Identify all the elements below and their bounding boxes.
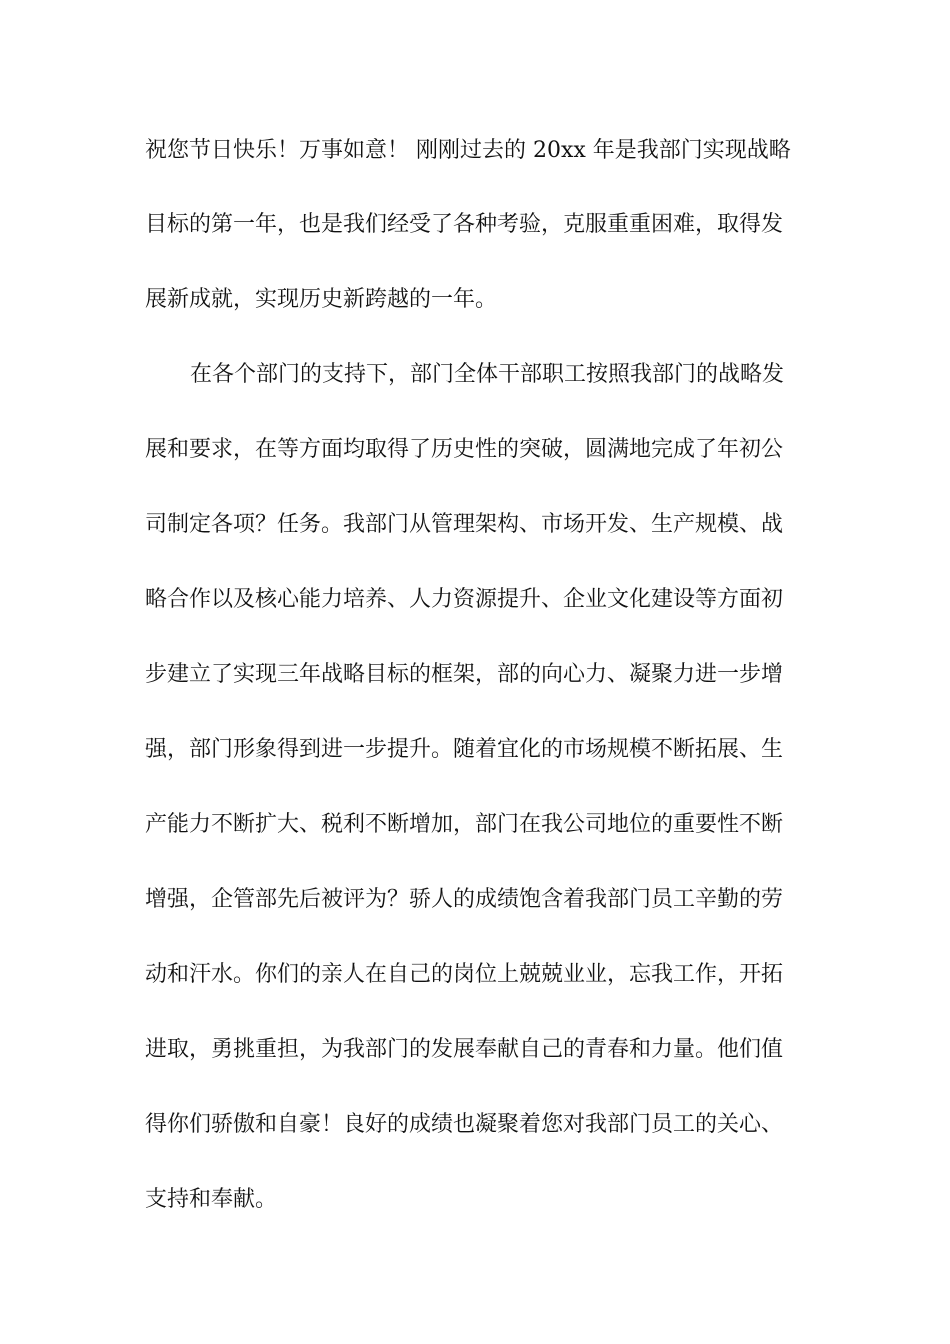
text-line: 增强，企管部先后被评为？骄人的成绩饱含着我部门员工辛勤的劳: [145, 887, 784, 912]
text-line: 动和汗水。你们的亲人在自己的岗位上兢兢业业，忘我工作，开拓: [145, 962, 784, 987]
text-line: 略合作以及核心能力培养、人力资源提升、企业文化建设等方面初: [145, 587, 784, 612]
text-line: 司制定各项？任务。我部门从管理架构、市场开发、生产规模、战: [145, 512, 784, 537]
text-line: 支持和奉献。: [145, 1187, 278, 1212]
text-line: 产能力不断扩大、税利不断增加，部门在我公司地位的重要性不断: [145, 812, 784, 837]
text-line: 步建立了实现三年战略目标的框架，部的向心力、凝聚力进一步增: [145, 662, 784, 687]
paragraph-first-line: 在各个部门的支持下，部门全体干部职工按照我部门的战略发: [190, 362, 785, 387]
text-line: 祝您节日快乐！万事如意！ 刚刚过去的 20xx 年是我部门实现战略: [145, 138, 791, 163]
text-line: 强，部门形象得到进一步提升。随着宜化的市场规模不断拓展、生: [145, 737, 784, 762]
text-line: 得你们骄傲和自豪！良好的成绩也凝聚着您对我部门员工的关心、: [145, 1112, 784, 1137]
text-line: 进取，勇挑重担，为我部门的发展奉献自己的青春和力量。他们值: [145, 1037, 784, 1062]
text-line: 展新成就，实现历史新跨越的一年。: [145, 287, 498, 312]
text-line: 目标的第一年，也是我们经受了各种考验，克服重重困难，取得发: [145, 212, 784, 237]
text-line: 展和要求，在等方面均取得了历史性的突破，圆满地完成了年初公: [145, 437, 784, 462]
